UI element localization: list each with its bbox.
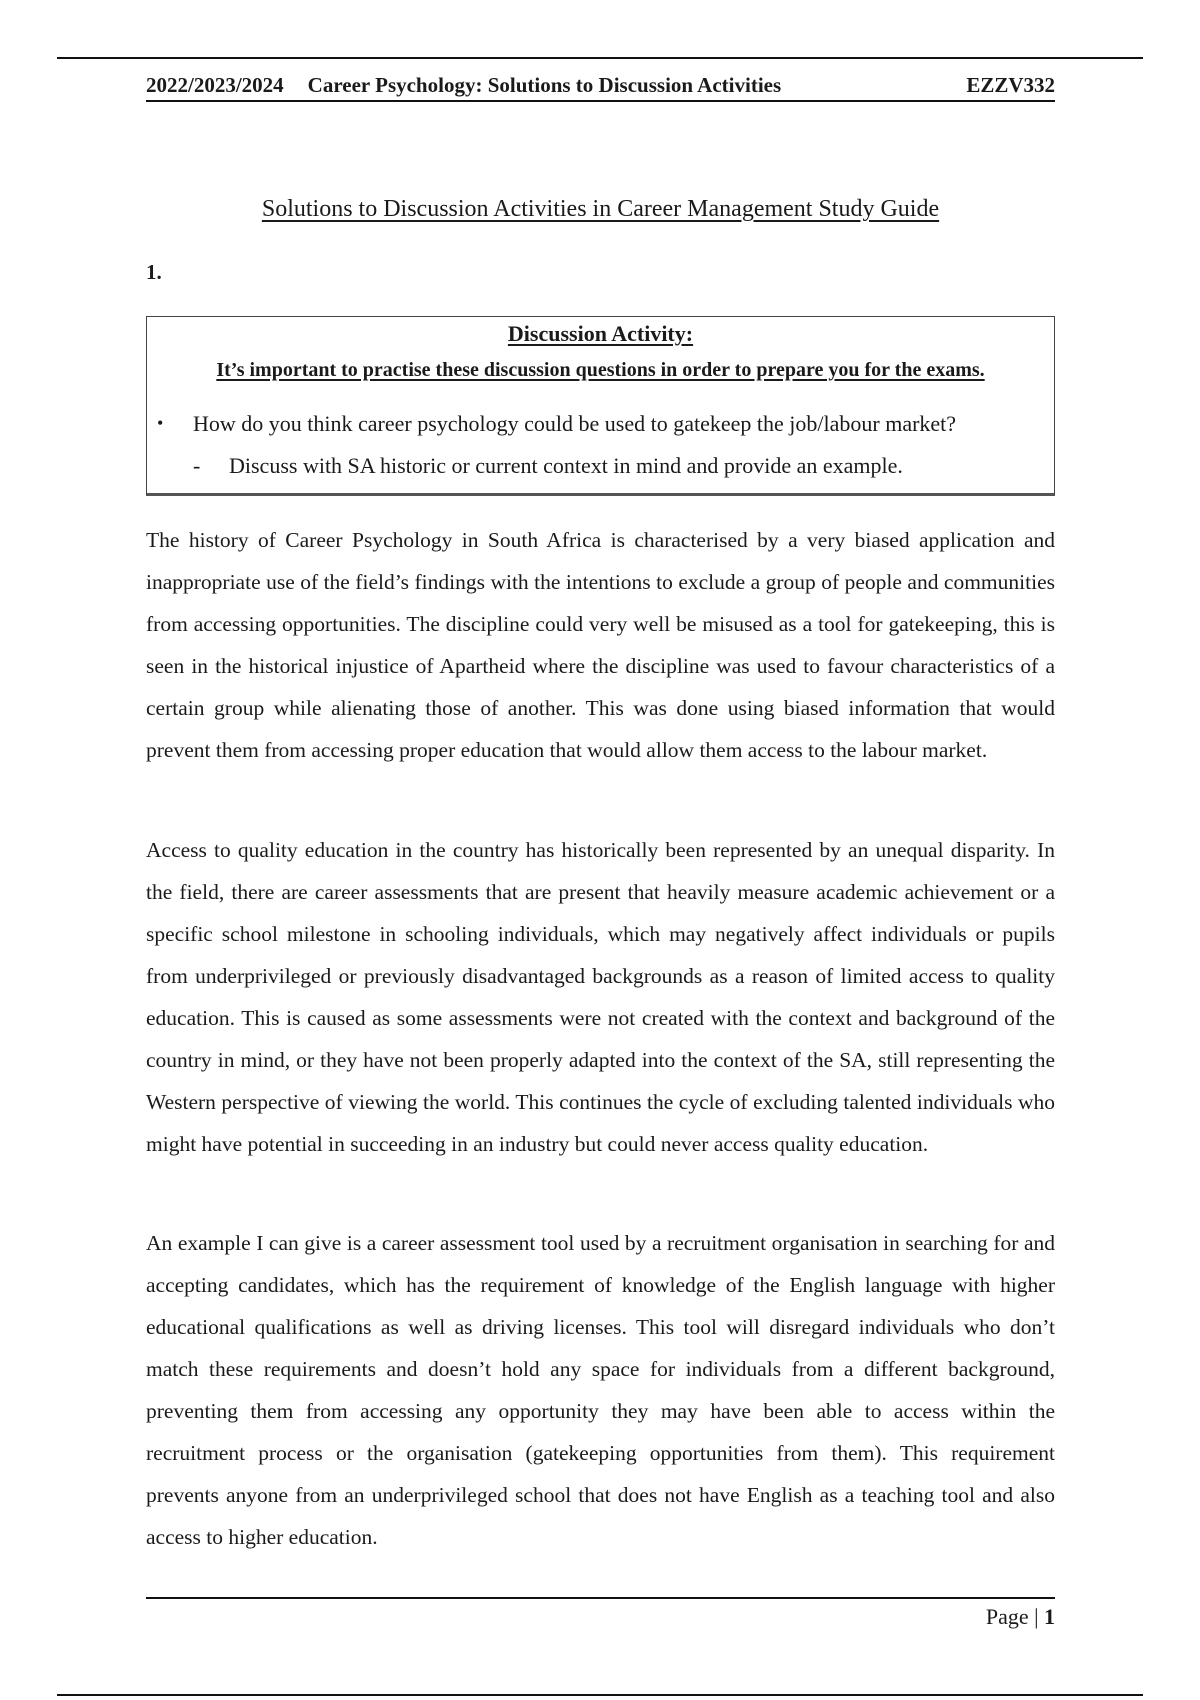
body-paragraph-3: An example I can give is a career assessment tool used by a recruitment organisation in searching for and accepting candidates, which has the requirement of knowledge of the English language with higher educational qualifications as well as driving licenses. This tool will disregard individuals who don’t match these requirements and doesn’t hold any space for individuals from a different background, preventing them from accessing any opportunity they may have been able to access within the recruitment process or the organisation (gatekeeping opportunities from them). This requirement prevents anyone from an underprivileged school that does not have English as a teaching tool and also access to higher education.: [146, 1231, 1055, 1549]
footer-rule: [146, 1597, 1055, 1599]
page-label: Page: [985, 1604, 1029, 1629]
activity-question: [157, 411, 956, 437]
question-number: 1.: [146, 260, 162, 284]
activity-heading: Discussion Activity:: [507, 321, 694, 346]
activity-sub-question: [193, 453, 903, 479]
discussion-activity-box: [146, 316, 1055, 496]
document-page: [146, 0, 1055, 1700]
header-course-code: EZZV332: [966, 73, 1055, 97]
page-number: 1: [1044, 1604, 1055, 1629]
document-title: [146, 196, 1055, 223]
bottom-page-rule: [57, 1694, 1143, 1696]
header-course-title: Career Psychology: Solutions to Discussion Activities: [307, 73, 782, 97]
body-paragraph-2: Access to quality education in the country has historically been represented by an unequal disparity. In the field, there are career assessments that are present that heavily measure academic achievement or a specific school milestone in schooling individuals, which may negatively affect individuals or pupils from underprivileged or previously disadvantaged backgrounds as a reason of limited access to quality education. This is caused as some assessments were not created with the context and background of the country in mind, or they have not been properly adapted into the context of the SA, still representing the Western perspective of viewing the world. This continues the cycle of excluding talented individuals who might have potential in succeeding in an industry but could never access quality education.: [146, 838, 1055, 1156]
bullet-icon: •: [157, 413, 164, 433]
document-title-text: Solutions to Discussion Activities in Career Management Study Guide: [261, 196, 940, 222]
activity-question-text: How do you think career psychology could be used to gatekeep the job/labour market?: [193, 411, 957, 436]
header-years: 2022/2023/2024: [146, 73, 284, 97]
activity-subheading: It’s important to practise these discussion questions in order to prepare you for the exams.: [216, 359, 985, 381]
page-number-footer: [986, 1598, 1055, 1636]
running-header: [146, 70, 1055, 102]
page-separator: |: [1034, 1604, 1039, 1629]
dash-icon: -: [193, 453, 201, 478]
activity-sub-question-text: Discuss with SA historic or current context in mind and provide an example.: [229, 453, 903, 478]
body-paragraph-1: The history of Career Psychology in South Africa is characterised by a very biased application and inappropriate use of the field’s findings with the intentions to exclude a group of people and communities from accessing opportunities. The discipline could very well be misused as a tool for gatekeeping, this is seen in the historical injustice of Apartheid where the discipline was used to favour characteristics of a certain group while alienating those of another. This was done using biased information that would prevent them from accessing proper education that would allow them access to the labour market.: [146, 528, 1055, 762]
